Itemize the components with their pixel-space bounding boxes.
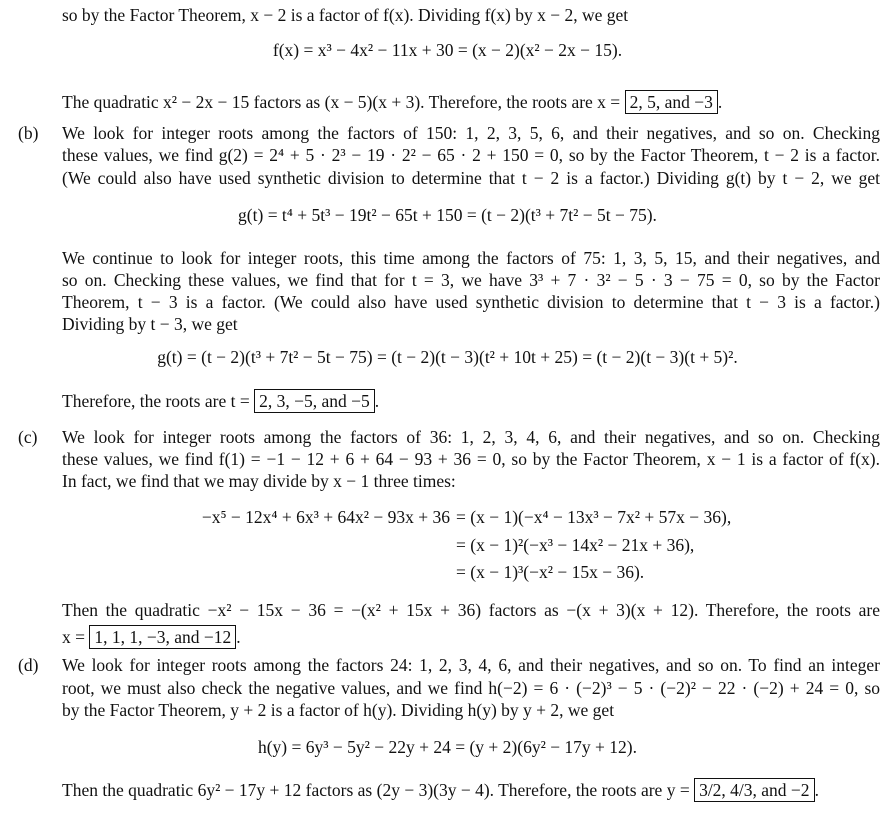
text-line: so by the Factor Theorem, x − 2 is a factor of f(x). Dividing f(x) by x − 2, we get (62, 5, 629, 25)
text-line: We continue to look for integer roots, this time among the factors of 75: 1, 3, 5, 15, and their negatives, and (62, 248, 880, 268)
boxed-answer: 1, 1, 1, −3, and −12 (89, 625, 236, 649)
text-line: (We could also have used synthetic division to determine that t − 2 is a factor.) Dividing g(t) by t − 2, we get (62, 168, 880, 188)
part-label: (b) (18, 123, 39, 143)
boxed-answer: 3/2, 4/3, and −2 (694, 778, 815, 802)
text-line: In fact, we find that we may divide by x − 1 three times: (62, 471, 456, 491)
equation-rhs: = (x − 1)(−x⁴ − 13x³ − 7x² + 57x − 36), (456, 507, 732, 527)
equation: g(t) = (t − 2)(t³ + 7t² − 5t − 75) = (t − 2)(t − 3)(t² + 10t + 25) = (t − 2)(t − 3)(t + 5)². (157, 347, 738, 367)
conclusion-text: Then the quadratic 6y² − 17y + 12 factors as (2y − 3)(3y − 4). Therefore, the roots are y = (62, 780, 695, 800)
text-line: We look for integer roots among the factors of 36: 1, 2, 3, 4, 6, and their negatives, and so on. Checking (62, 427, 880, 447)
conclusion-text: x = (62, 627, 90, 647)
text-line: We look for integer roots among the factors of 150: 1, 2, 3, 5, 6, and their negatives, and so on. Checking (62, 123, 880, 143)
text-line: by the Factor Theorem, y + 2 is a factor of h(y). Dividing h(y) by y + 2, we get (62, 700, 615, 720)
conclusion-line (62, 779, 880, 801)
conclusion-line (62, 390, 880, 412)
text-line: Dividing by t − 3, we get (62, 314, 238, 334)
text-line: these values, we find f(1) = −1 − 12 + 6 + 64 − 93 + 36 = 0, so by the Factor Theorem, x − 1 is a factor of f(x). (62, 449, 880, 469)
boxed-answer: 2, 5, and −3 (625, 90, 718, 114)
text-line: We look for integer roots among the factors 24: 1, 2, 3, 4, 6, and their negatives, and so on. To find an integer (62, 655, 880, 675)
text-line: Theorem, t − 3 is a factor. (We could also have used synthetic division to determine that t − 3 is a factor.) (62, 292, 880, 312)
boxed-answer: 2, 3, −5, and −5 (254, 389, 375, 413)
equation-rhs: = (x − 1)³(−x² − 15x − 36). (456, 562, 645, 582)
conclusion-line (62, 626, 880, 648)
equation: h(y) = 6y³ − 5y² − 22y + 24 = (y + 2)(6y² − 17y + 12). (257, 737, 638, 757)
equation: f(x) = x³ − 4x² − 11x + 30 = (x − 2)(x² − 2x − 15). (272, 40, 623, 60)
equation-rhs: = (x − 1)²(−x³ − 14x² − 21x + 36), (456, 535, 695, 555)
text-line: so on. Checking these values, we find that for t = 3, we have 3³ + 7 · 3² − 5 · 3 − 75 = 0, so by the Factor (62, 270, 880, 290)
conclusion-text: Therefore, the roots are t = (62, 391, 255, 411)
conclusion-text: The quadratic x² − 2x − 15 factors as (x − 5)(x + 3). Therefore, the roots are x = (62, 92, 625, 112)
punctuation: . (814, 780, 819, 800)
punctuation: . (717, 92, 723, 112)
text-line: Then the quadratic −x² − 15x − 36 = −(x² + 15x + 36) factors as −(x + 3)(x + 12). Therefore, the roots are (62, 600, 880, 620)
punctuation: . (236, 627, 241, 647)
text-line: these values, we find g(2) = 2⁴ + 5 · 2³ − 19 · 2² − 65 · 2 + 150 = 0, so by the Factor Theorem, t − 2 is a factor. (62, 145, 880, 165)
text-line: root, we must also check the negative values, and we find h(−2) = 6 · (−2)³ − 5 · (−2)² − 22 · (−2) + 24 = 0, so (62, 678, 880, 698)
part-label: (c) (18, 427, 38, 447)
part-label: (d) (18, 655, 39, 675)
conclusion-line (62, 91, 880, 113)
equation: g(t) = t⁴ + 5t³ − 19t² − 65t + 150 = (t − 2)(t³ + 7t² − 5t − 75). (238, 205, 657, 225)
punctuation: . (374, 391, 380, 411)
equation-lhs: −x⁵ − 12x⁴ + 6x³ + 64x² − 93x + 36 (201, 507, 450, 527)
